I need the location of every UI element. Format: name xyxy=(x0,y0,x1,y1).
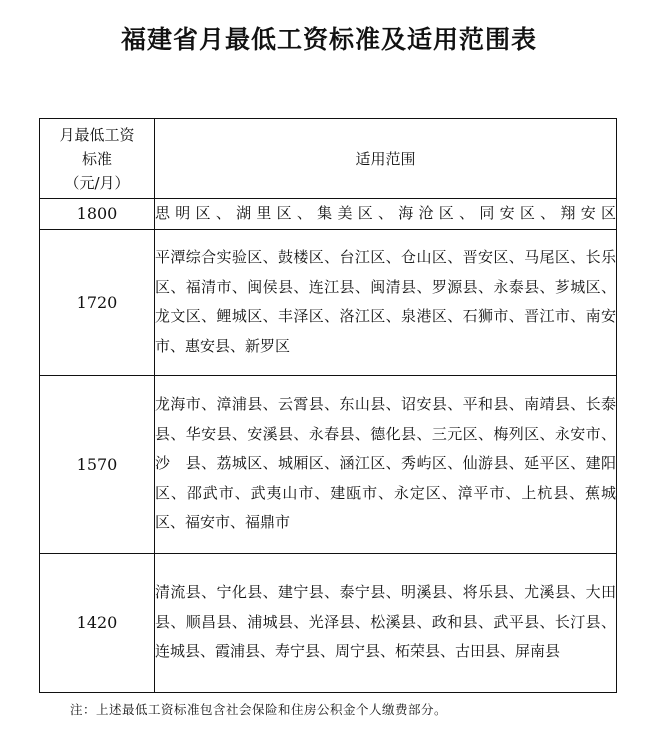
table-row xyxy=(40,375,617,553)
scope-list: 思明区、湖里区、集美区、海沧区、同安区、翔安区 xyxy=(155,199,617,230)
wage-value: 1570 xyxy=(40,375,155,553)
header-wage-line: 标准 xyxy=(81,149,112,168)
header-wage-standard xyxy=(40,119,155,199)
header-wage-line: 月最低工资 xyxy=(59,125,135,144)
table-header-row xyxy=(40,119,617,199)
header-wage-line: （元/月） xyxy=(64,173,130,192)
table-row xyxy=(40,229,617,375)
scope-list: 平潭综合实验区、鼓楼区、台江区、仓山区、晋安区、马尾区、长乐区、福清市、闽侯县、连江县、闽清县、罗源县、永泰县、芗城区、龙文区、鲤城区、丰泽区、洛江区、泉港区、石狮市、晋江市、南安市、惠安县、新罗区 xyxy=(155,229,617,375)
scope-list: 龙海市、漳浦县、云霄县、东山县、诏安县、平和县、南靖县、长泰县、华安县、安溪县、永春县、德化县、三元区、梅列区、永安市、沙 县、荔城区、城厢区、涵江区、秀屿区、仙游县、延平区、建阳区、邵武市、武夷山市、建瓯市、永定区、漳平市、上杭县、蕉城区、福安市、福鼎市 xyxy=(155,375,617,553)
scope-list: 清流县、宁化县、建宁县、泰宁县、明溪县、将乐县、尤溪县、大田县、顺昌县、浦城县、光泽县、松溪县、政和县、武平县、长汀县、连城县、霞浦县、寿宁县、周宁县、柘荣县、古田县、屏南县 xyxy=(155,553,617,692)
wage-table xyxy=(39,118,617,693)
header-scope: 适用范围 xyxy=(155,119,617,199)
table-row xyxy=(40,553,617,692)
table-row xyxy=(40,199,617,230)
footnote: 注：上述最低工资标准包含社会保险和住房公积金个人缴费部分。 xyxy=(70,702,448,717)
page-title: 福建省月最低工资标准及适用范围表 xyxy=(120,25,537,54)
wage-value: 1800 xyxy=(40,199,155,230)
wage-value: 1420 xyxy=(40,553,155,692)
wage-value: 1720 xyxy=(40,229,155,375)
